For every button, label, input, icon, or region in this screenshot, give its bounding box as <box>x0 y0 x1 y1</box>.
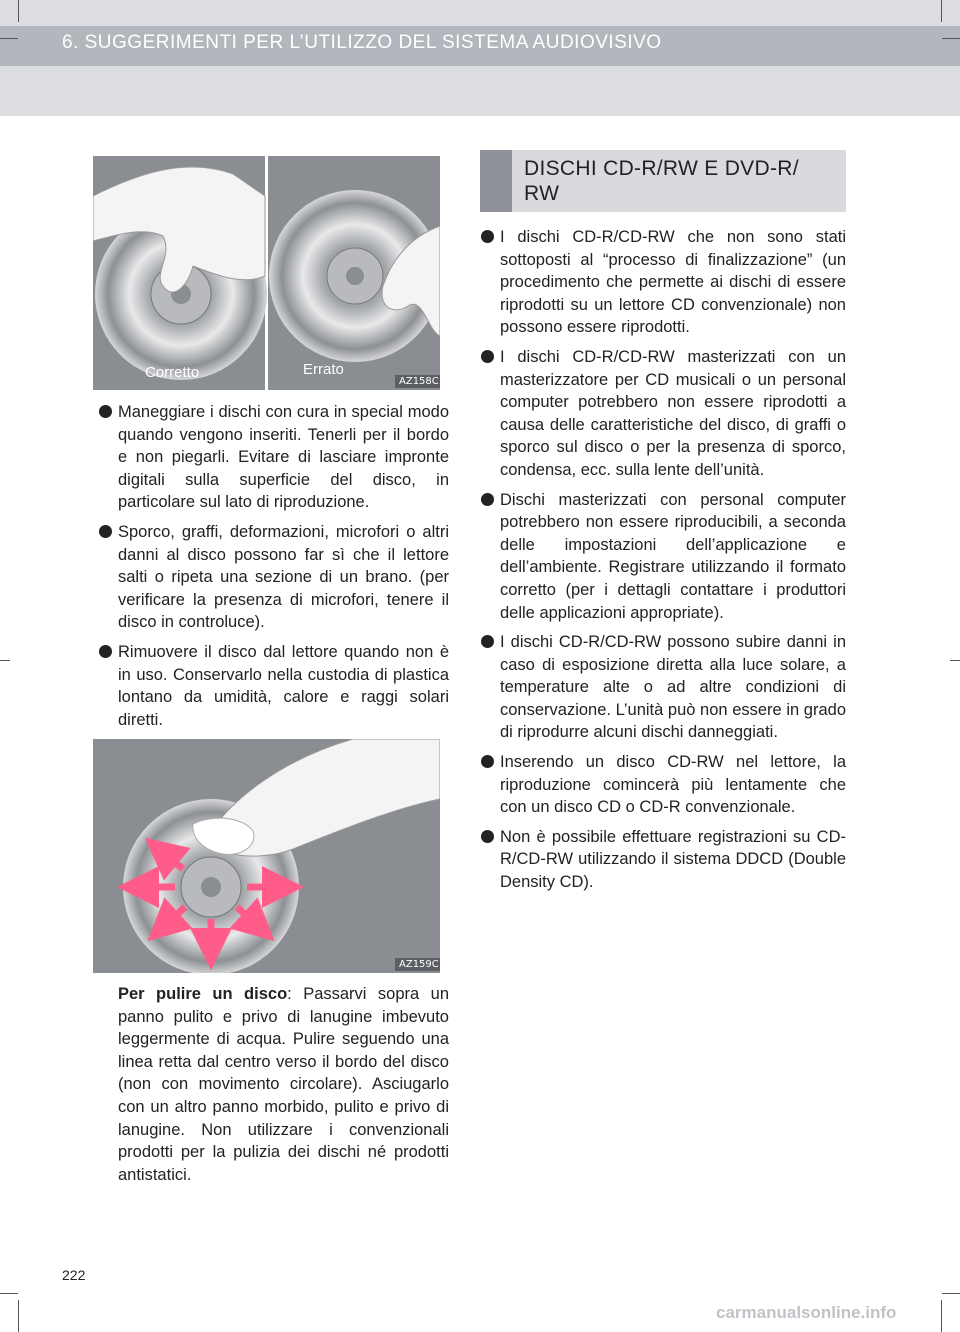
disc-cleaning-drawing <box>93 739 440 973</box>
disc-handling-drawing <box>93 156 440 390</box>
page-number: 222 <box>62 1267 86 1283</box>
watermark: carmanualsonline.info <box>716 1303 897 1322</box>
crop-mark <box>18 0 19 22</box>
disc-cleaning-illustration <box>93 739 440 973</box>
list-item <box>99 401 449 514</box>
crop-mark <box>0 38 18 39</box>
bullet-icon <box>99 645 112 658</box>
list-item <box>99 641 449 731</box>
bullet-icon <box>481 350 494 363</box>
list-item <box>481 751 846 819</box>
crop-mark <box>941 1300 942 1332</box>
section-accent-bar <box>480 150 512 212</box>
disc-handling-illustration <box>93 156 440 390</box>
crop-mark <box>950 660 960 661</box>
bullet-icon <box>481 635 494 648</box>
list-item <box>99 521 449 634</box>
bullet-icon <box>99 525 112 538</box>
label-wrong: Errato <box>303 361 344 378</box>
list-item <box>481 489 846 625</box>
bullet-icon <box>99 405 112 418</box>
crop-mark <box>942 1293 960 1294</box>
chapter-title: 6. SUGGERIMENTI PER L’UTILIZZO DEL SISTEMA AUDIOVISIVO <box>62 32 662 53</box>
section-header <box>480 150 846 212</box>
left-bullet-list <box>99 401 449 738</box>
bullet-text: Inserendo un disco CD-RW nel lettore, la riproduzione comincerà più lentamente che con un disco CD o CD-R convenzionale. <box>500 753 846 817</box>
bullet-text: Rimuovere il disco dal lettore quando non è in uso. Conservarlo nella custodia di plastica lontano da umidità, calore e raggi solari diretti. <box>118 642 449 729</box>
list-item <box>481 346 846 482</box>
bullet-icon <box>481 230 494 243</box>
crop-mark <box>941 0 942 22</box>
cleaning-paragraph <box>118 983 449 1186</box>
cleaning-lead: Per pulire un disco <box>118 985 288 1003</box>
bullet-icon <box>481 830 494 843</box>
bullet-text: I dischi CD-R/CD-RW possono subire danni in caso di esposizione diretta alla luce solare, a temperature alte o ad altre condizioni di conservazione. L’unità può non essere in grado di riprodurre alcuni dischi danneggiati. <box>500 633 846 742</box>
bullet-text: Non è possibile effettuare registrazioni su CD-R/CD-RW utilizzando il sistema DDCD (Double Density CD). <box>500 827 846 892</box>
bullet-text: Sporco, graffi, deformazioni, microfori o altri danni al disco possono far sì che il lettore salti o ripeta una sezione di un brano. (per verificare la presenza di microfori, tenere il disco in controluce). <box>118 522 449 632</box>
bullet-text: I dischi CD-R/CD-RW che non sono stati sottoposti al “processo di finalizzazione” (un procedimento che permette ai dischi di essere riprodotti su un lettore CD convenzionale) non possono essere riprodotti. <box>500 228 846 337</box>
bullet-text: Dischi masterizzati con personal computer potrebbero non essere riproducibili, a seconda delle impostazioni dell’applicazione e dell’ambiente. Registrare utilizzando il formato corretto (per i dettagli contattare i produttori delle applicazioni appropriate). <box>500 490 846 622</box>
bullet-icon <box>481 493 494 506</box>
list-item <box>481 226 846 339</box>
figure-code: AZ158C <box>395 375 440 388</box>
crop-mark <box>0 1293 18 1294</box>
list-item <box>481 631 846 744</box>
bullet-icon <box>481 755 494 768</box>
list-item <box>481 826 846 894</box>
bullet-text: Maneggiare i dischi con cura in special modo quando vengono inseriti. Tenerli per il bordo e non piegarli. Evitare di lasciare impronte digitali sulla superficie del disco, in particolare sul lato di riproduzione. <box>118 403 449 512</box>
crop-mark <box>942 38 960 39</box>
right-bullet-list <box>481 226 846 901</box>
crop-mark <box>0 660 10 661</box>
figure-code: AZ159C <box>395 958 440 971</box>
section-title: DISCHI CD-R/RW E DVD-R/ RW <box>524 157 799 205</box>
cleaning-text: : Passarvi sopra un panno pulito e privo di lanugine imbevuto leggermente di acqua. Pulire seguendo una linea retta dal centro verso il bordo del disco (non con movimento circolare). Asciugarlo con un altro panno morbido, pulito e privo di lanugine. Non utilizzare i convenzionali prodotti per la pulizia dei dischi né prodotti antistatici. <box>118 985 449 1184</box>
crop-mark <box>18 1300 19 1332</box>
label-correct: Corretto <box>145 364 200 381</box>
bullet-text: I dischi CD-R/CD-RW masterizzati con un masterizzatore per CD musicali o un personal computer potrebbero non essere riprodotti a causa delle caratteristiche del disco, di graffi o sporco sul disco o per la presenza di sporco, condensa, ecc. sulla lente dell’unità. <box>500 347 846 479</box>
